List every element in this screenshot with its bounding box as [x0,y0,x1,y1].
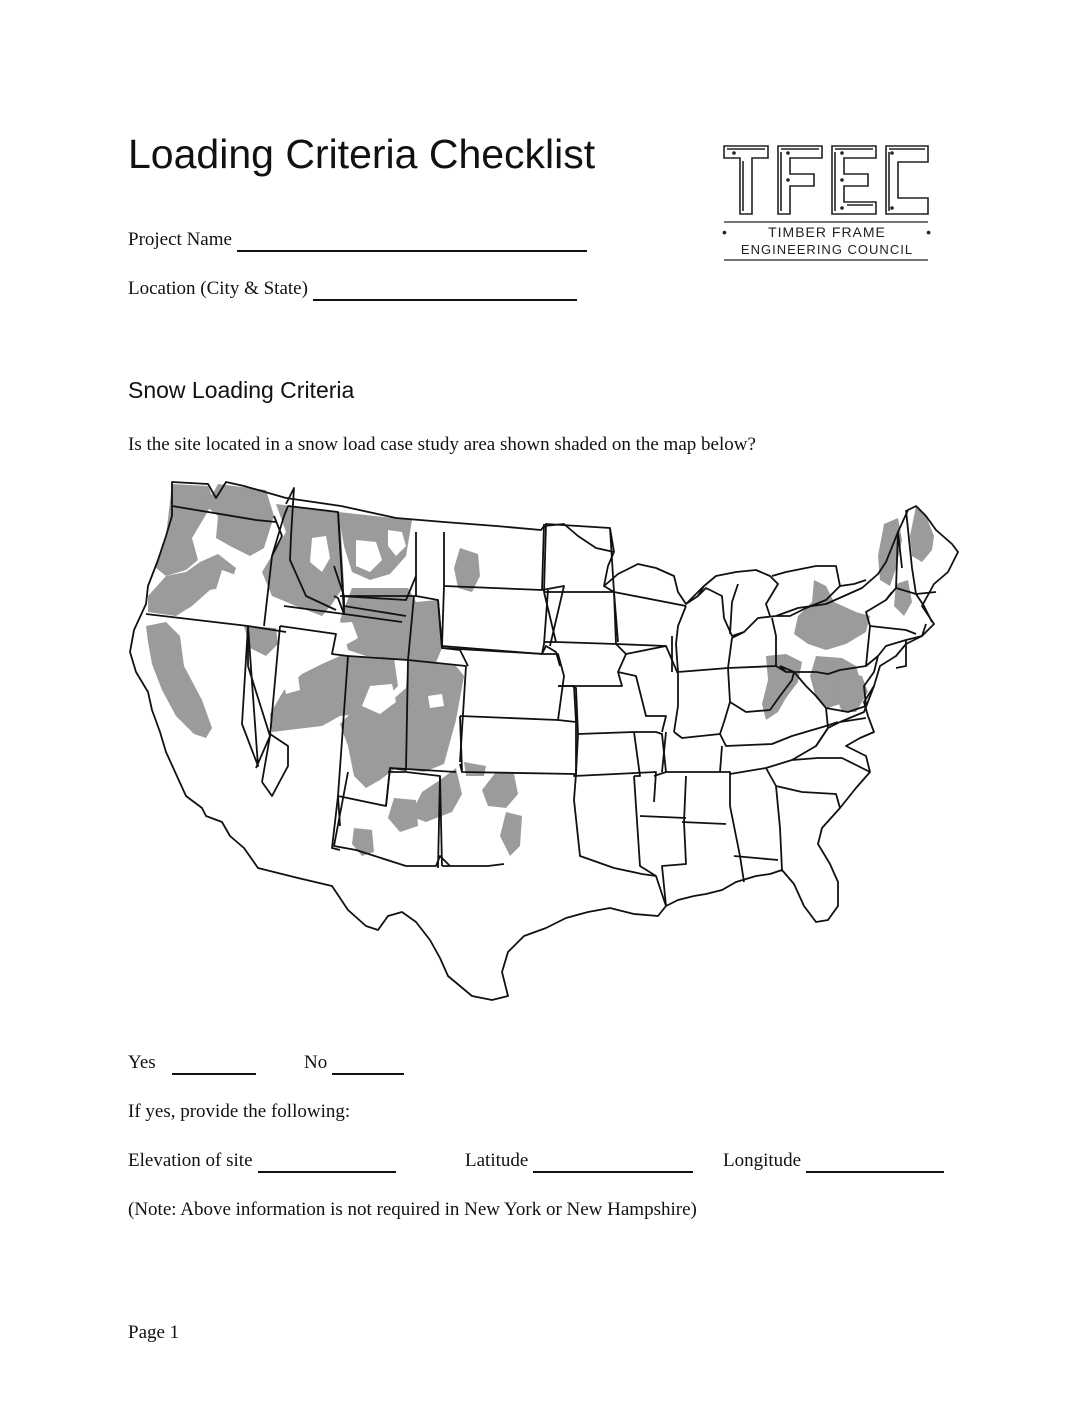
logo-line1: TIMBER FRAME [768,224,886,240]
project-name-field[interactable] [128,228,587,252]
snow-study-area-15 [500,812,522,856]
snow-study-area-4 [262,504,344,616]
if-yes-text: If yes, provide the following: [128,1101,351,1122]
latitude-input[interactable] [533,1153,693,1173]
tfec-logo [722,140,932,270]
no-label: No [304,1052,328,1073]
location-field[interactable] [128,277,577,301]
snow-question: Is the site located in a snow load case study area shown shaded on the map below? [128,434,756,455]
latitude-field[interactable] [465,1149,693,1173]
yes-field[interactable] [128,1051,256,1075]
project-name-input[interactable] [237,232,587,252]
logo-line2: ENGINEERING COUNCIL [740,242,914,257]
project-name-label: Project Name [128,229,232,250]
longitude-label: Longitude [723,1150,802,1171]
longitude-input[interactable] [806,1153,944,1173]
longitude-field[interactable] [723,1149,944,1173]
yes-input[interactable] [172,1055,256,1075]
yes-label: Yes [128,1052,156,1073]
location-label: Location (City & State) [128,278,308,299]
no-input[interactable] [332,1055,404,1075]
snow-study-area-12 [482,772,518,808]
unshaded-area-8 [428,694,444,708]
note-text: (Note: Above information is not required in New York or New Hampshire) [128,1199,697,1220]
snow-study-area-18 [794,580,870,650]
page-title: Loading Criteria Checklist [128,131,596,177]
snow-load-map [126,476,962,1011]
snow-study-area-16 [454,548,480,592]
unshaded-area-1 [214,570,250,644]
location-input[interactable] [313,281,577,301]
elevation-label: Elevation of site [128,1150,253,1171]
snow-study-area-14 [388,798,418,832]
snow-study-area-24 [910,506,934,562]
latitude-label: Latitude [465,1150,529,1171]
no-field[interactable] [304,1051,404,1075]
page-number: Page 1 [128,1322,180,1343]
elevation-field[interactable] [128,1149,396,1173]
logo-bullet-right: • [926,224,932,240]
us-snow-load-map-icon [126,476,962,1006]
section-heading: Snow Loading Criteria [128,377,355,403]
elevation-input[interactable] [258,1153,396,1173]
logo-bullet-left: • [722,224,728,240]
snow-study-area-13 [464,762,486,776]
